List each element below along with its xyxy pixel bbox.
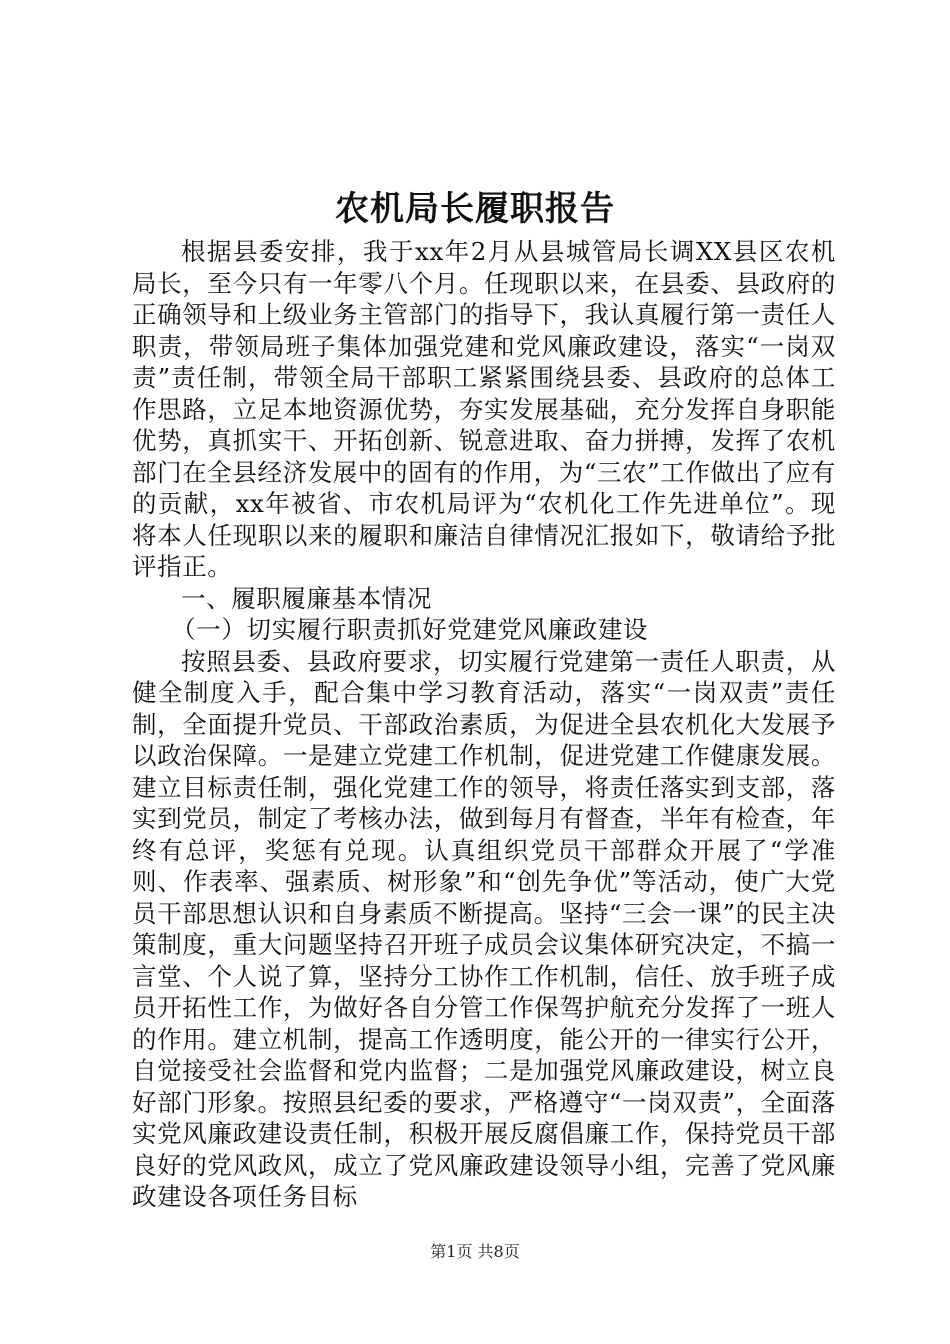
subsection-heading: （一）切实履行职责抓好党建党风廉政建设 [171, 615, 649, 644]
intro-paragraph: 根据县委安排，我于xx年2月从县城管局长调XX县区农机局长，至今只有一年零八个月。任现职以来，在县委、县政府的正确领导和上级业务主管部门的指导下，我认真履行第一责任人职责，带领局班子集体加强党建和党风廉政建设，落实“一岗双责”责任制，带领全局干部职工紧紧围绕县委、县政府的总体工作思路，立足本地资源优势，夯实发展基础，充分发挥自身职能优势，真抓实干、开拓创新、锐意进取、奋力拼搏，发挥了农机部门在全县经济发展中的固有的作用，为“三农”工作做出了应有的贡献，xx年被省、市农机局评为“农机化工作先进单位”。现将本人任现职以来的履职和廉洁自律情况汇报如下，敬请给予批评指正。 [132, 237, 836, 581]
document-body [132, 236, 836, 1213]
section-heading: 一、履职履廉基本情况 [181, 583, 432, 613]
party-building-paragraph: 按照县委、县政府要求，切实履行党建第一责任人职责，从健全制度入手，配合集中学习教育活动，落实“一岗双责”责任制，全面提升党员、干部政治素质，为促进全县农机化大发展予以政治保障。一是建立党建工作机制，促进党建工作健康发展。建立目标责任制，强化党建工作的领导，将责任落实到支部，落实到党员，制定了考核办法，做到每月有督查，半年有检查，年终有总评，奖惩有兑现。认真组织党员干部群众开展了“学准则、作表率、强素质、树形象”和“创先争优”等活动，使广大党员干部思想认识和自身素质不断提高。坚持“三会一课”的民主决策制度，重大问题坚持召开班子成员会议集体研究决定，不搞一言堂、个人说了算，坚持分工协作工作机制，信任、放手班子成员开拓性工作，为做好各自分管工作保驾护航充分发挥了一班人的作用。建立机制，提高工作透明度，能公开的一律实行公开，自觉接受社会监督和党内监督；二是加强党风廉政建设，树立良好部门形象。按照县纪委的要求，严格遵守“一岗双责”，全面落实党风廉政建设责任制，积极开展反腐倡廉工作，保持党员干部良好的党风政风，成立了党风廉政建设领导小组，完善了党风廉政建设各项任务目标 [132, 646, 836, 1211]
page-number-footer: 第1页 共8页 [430, 1242, 520, 1261]
document-title: 农机局长履职报告 [335, 189, 615, 229]
